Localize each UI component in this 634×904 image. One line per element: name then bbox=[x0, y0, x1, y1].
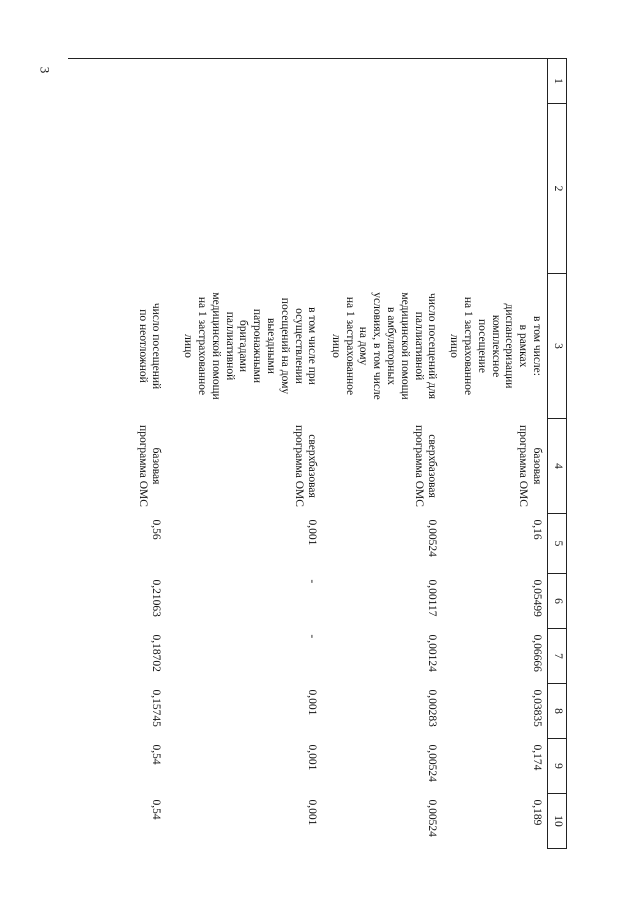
value-cell: 0,174 bbox=[531, 744, 543, 771]
indicator-cell: в том числе при осуществлении посещений на дому выездными патронажными бригадами паллиативной медицинской помощи на 1 застрахованное лицо bbox=[182, 292, 319, 400]
rotated-table-container bbox=[107, 58, 567, 848]
value-cell: 0,001 bbox=[306, 799, 319, 826]
program-cell: базовая программа ОМС bbox=[517, 425, 543, 507]
table-cell bbox=[442, 59, 547, 104]
column-header: 9 bbox=[548, 739, 567, 794]
table-row bbox=[322, 59, 442, 849]
value-cell: 0,00283 bbox=[426, 689, 439, 727]
data-table bbox=[68, 58, 567, 849]
program-cell: сверхбазовая программа ОМС bbox=[292, 425, 319, 507]
value-cell: 0,15745 bbox=[150, 689, 163, 727]
value-cell: 0,00117 bbox=[426, 579, 439, 617]
page-number: 3 bbox=[37, 66, 53, 74]
value-cell: 0,18702 bbox=[150, 634, 163, 672]
table-row bbox=[442, 59, 547, 849]
value-cell: 0,00124 bbox=[426, 634, 439, 672]
value-cell: - bbox=[306, 579, 319, 584]
value-cell: 0,03835 bbox=[531, 689, 543, 727]
value-cell: 0,00524 bbox=[426, 799, 439, 837]
value-cell: 0,54 bbox=[150, 744, 163, 765]
column-header: 6 bbox=[548, 574, 567, 629]
value-cell: 0,06666 bbox=[531, 634, 543, 672]
value-cell: - bbox=[306, 634, 319, 639]
table-cell bbox=[166, 59, 322, 104]
column-header: 8 bbox=[548, 684, 567, 739]
column-header: 4 bbox=[548, 419, 567, 514]
table-cell bbox=[322, 104, 442, 274]
value-cell: 0,05499 bbox=[531, 579, 543, 617]
header-row bbox=[548, 59, 567, 849]
table-row bbox=[68, 59, 166, 849]
program-cell: сверхбазовая программа ОМС bbox=[412, 425, 439, 507]
indicator-cell: число посещений по неотложной bbox=[136, 302, 163, 390]
value-cell: 0,16 bbox=[531, 519, 543, 540]
indicator-cell: число посещений для паллиативной медицинской помощи в амбулаторных условиях, в том числе на дому на 1 застрахованное лицо bbox=[329, 292, 439, 400]
value-cell: 0,001 bbox=[306, 689, 319, 716]
column-header: 3 bbox=[548, 274, 567, 419]
value-cell: 0,54 bbox=[150, 799, 163, 820]
value-cell: 0,001 bbox=[306, 744, 319, 771]
column-header: 5 bbox=[548, 514, 567, 574]
table-cell bbox=[68, 104, 166, 274]
table-cell bbox=[68, 59, 166, 104]
table-cell bbox=[322, 59, 442, 104]
program-cell: базовая программа ОМС bbox=[136, 425, 163, 507]
table-row bbox=[166, 59, 322, 849]
indicator-cell: в том числе: в рамках диспансеризации комплексное посещение на 1 застрахованное лицо bbox=[448, 296, 543, 396]
value-cell: 0,21063 bbox=[150, 579, 163, 617]
value-cell: 0,00524 bbox=[426, 519, 439, 557]
column-header: 10 bbox=[548, 794, 567, 849]
value-cell: 0,56 bbox=[150, 519, 163, 540]
value-cell: 0,00524 bbox=[426, 744, 439, 782]
table-cell bbox=[166, 104, 322, 274]
table-cell bbox=[442, 104, 547, 274]
value-cell: 0,189 bbox=[531, 799, 543, 826]
column-header: 1 bbox=[548, 59, 567, 104]
column-header: 2 bbox=[548, 104, 567, 274]
column-header: 7 bbox=[548, 629, 567, 684]
value-cell: 0,001 bbox=[306, 519, 319, 546]
